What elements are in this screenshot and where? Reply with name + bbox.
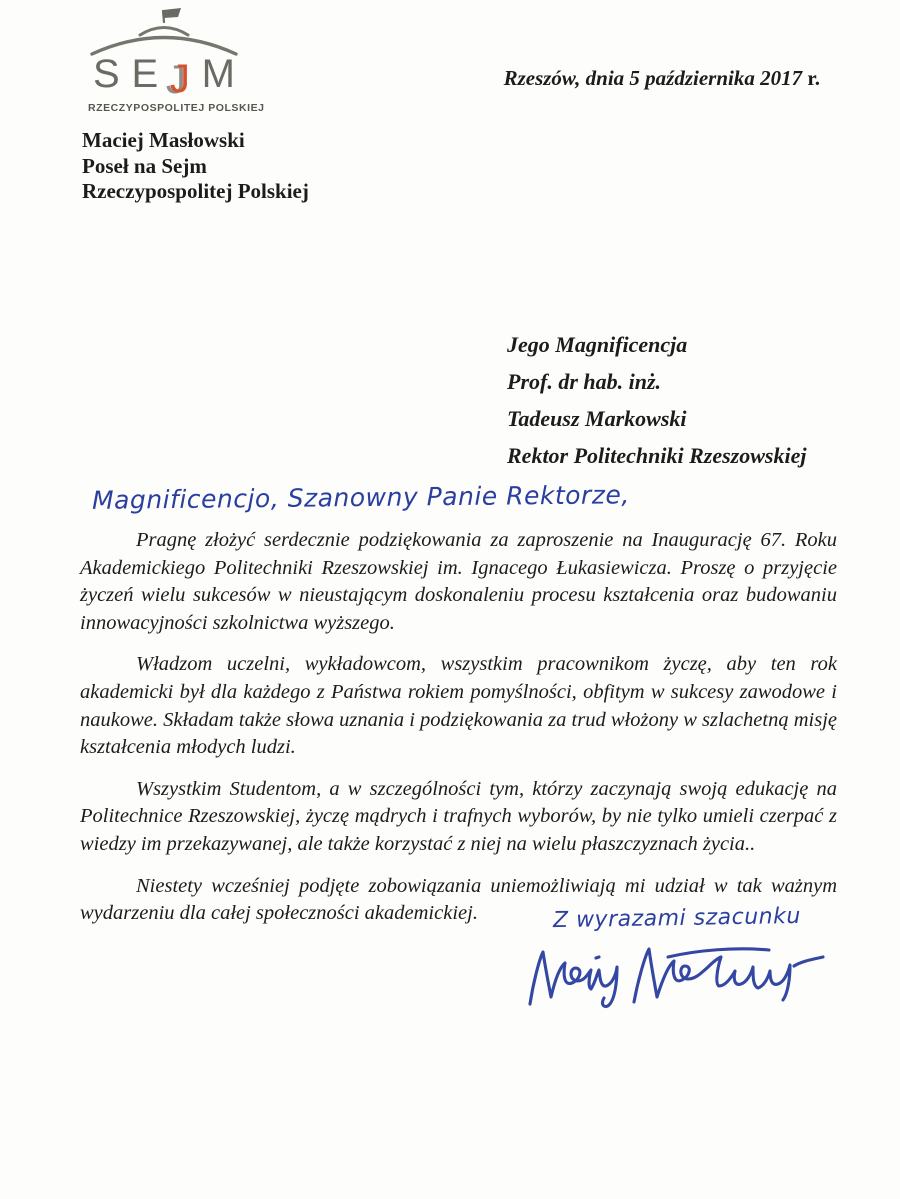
body-paragraph: Pragnę złożyć serdecznie podziękowania za zaproszenie na Inaugurację 67. Roku Akademickiego Politechniki Rzeszowskiej im. Ignacego Łukasiewicza. Proszę o przyjęcie życzeń wielu sukcesów w nieustającym doskonaleniu procesu kształcenia oraz budowaniu innowacyjności szkolnictwa wyższego. xyxy=(80,529,837,634)
date-text: Rzeszów, dnia 5 października 2017 xyxy=(503,66,803,90)
sejm-logo xyxy=(88,8,265,114)
logo-letter: M xyxy=(201,52,235,96)
handwritten-salutation: Magnificencjo, Szanowny Panie Rektorze, xyxy=(91,480,630,515)
sender-block xyxy=(82,128,309,205)
body-paragraph: Niestety wcześniej podjęte zobowiązania uniemożliwiają mi udział w tak ważnym wydarzeniu dla całej społeczności akademickiej. xyxy=(80,874,837,925)
date-suffix: r. xyxy=(807,66,820,90)
logo-subtitle: RZECZYPOSPOLITEJ POLSKIEJ xyxy=(88,102,265,114)
signature-handwriting xyxy=(522,942,832,1014)
handwritten-closing: Z wyrazami szacunku xyxy=(552,903,802,934)
sender-title-2: Rzeczypospolitej Polskiej xyxy=(82,179,309,203)
sejm-logo-wordmark xyxy=(93,52,235,101)
logo-letter-accent: J xyxy=(169,57,190,101)
recipient-honorific: Jego Magnificencja xyxy=(507,332,688,357)
sender-title: Poseł na Sejm xyxy=(82,153,207,178)
date-line xyxy=(504,66,820,91)
recipient-block xyxy=(507,326,806,474)
recipient-position: Rektor Politechniki Rzeszowskiej xyxy=(507,443,807,468)
logo-letter: S xyxy=(93,52,120,96)
recipient-degrees: Prof. dr hab. inż. xyxy=(507,369,662,394)
logo-letter: E xyxy=(131,52,159,96)
letter-body xyxy=(80,527,837,942)
body-paragraph: Wszystkim Studentom, a w szczególności tym, którzy zaczynają swoją edukację na Politechnice Rzeszowskiej, życzę mądrych i trafnych wyborów, by nie tylko umieli czerpać z wiedzy im przekazywanej, ale także korzystać z niej na wielu płaszczyznach życia.. xyxy=(80,777,837,855)
body-paragraph: Władzom uczelni, wykładowcom, wszystkim pracownikom życzę, aby ten rok akademicki był dla każdego z Państwa rokiem pomyślności, obfitym w sukcesy zawodowe i naukowe. Składam także słowa uznania i podziękowania za trud włożony w szlachetną misję kształcenia młodych ludzi. xyxy=(80,653,837,759)
sender-name: Maciej Masłowski xyxy=(82,128,245,152)
sejm-dome-flag-icon xyxy=(88,8,240,56)
recipient-name: Tadeusz Markowski xyxy=(507,406,687,431)
